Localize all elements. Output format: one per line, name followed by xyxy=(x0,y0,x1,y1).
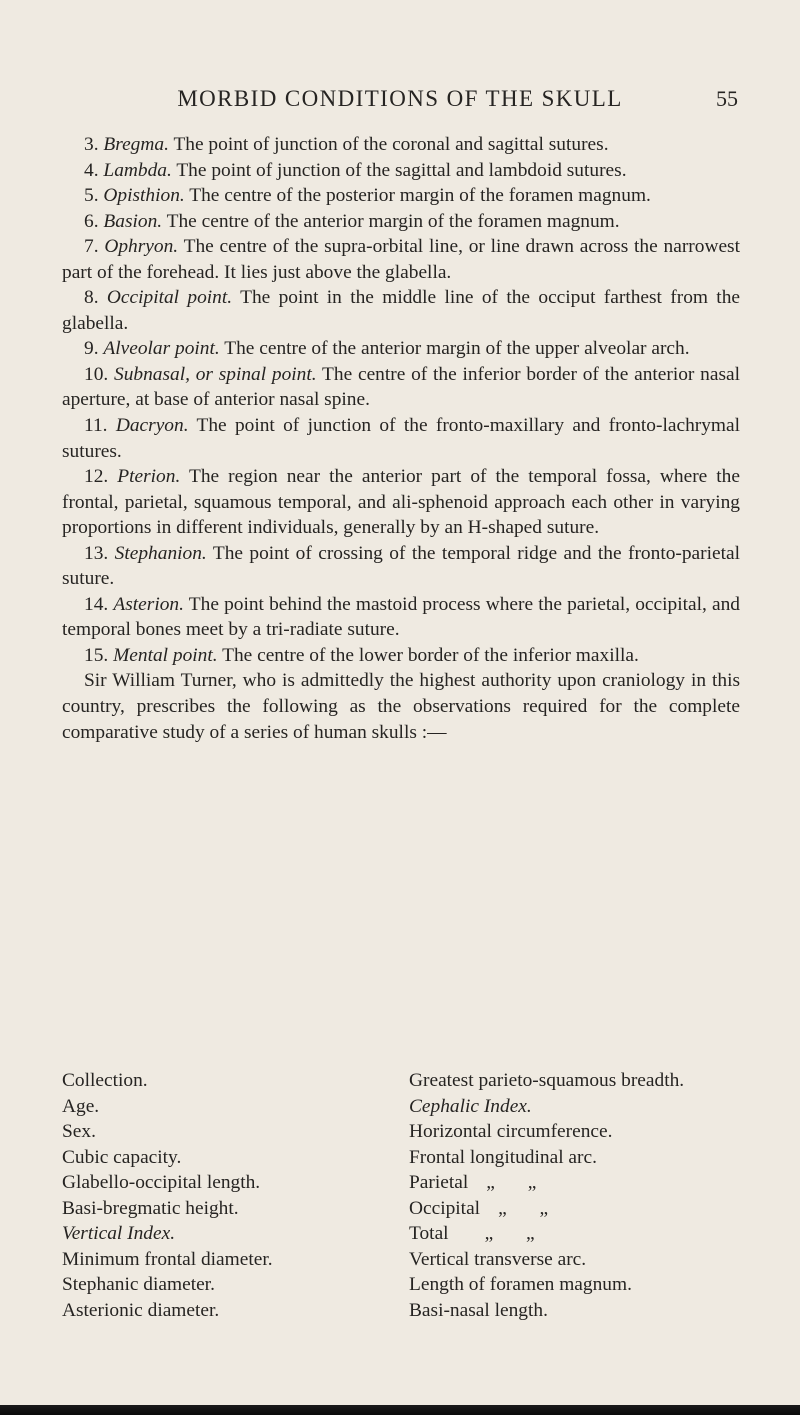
definition-term: Dacryon. xyxy=(115,415,189,437)
definition-number: 13. xyxy=(84,542,109,564)
definition-item xyxy=(62,209,740,235)
definition-text: The centre of the anterior margin of the foramen magnum. xyxy=(166,210,620,232)
definition-number: 15. xyxy=(84,644,109,666)
definition-item xyxy=(62,183,740,209)
definition-item xyxy=(62,464,740,541)
intro-paragraph: Sir William Turner, who is admittedly the highest authority upon craniology in this country, prescribes the following as the observations required for the complete comparative study of a series of human skulls :— xyxy=(62,670,740,743)
definition-term: Occipital point. xyxy=(106,287,233,309)
ditto-marks: „ „ xyxy=(486,1172,551,1193)
definition-text: The point in the middle line of the occiput farthest from the glabella. xyxy=(62,287,740,334)
observation-label: Occipital xyxy=(409,1197,481,1219)
observation-item xyxy=(409,1196,749,1222)
observation-item: Basi-bregmatic height. xyxy=(62,1197,239,1219)
observation-item xyxy=(409,1221,749,1247)
definition-term: Stephanion. xyxy=(114,542,207,564)
definition-item xyxy=(62,158,740,184)
running-title: MORBID CONDITIONS OF THE SKULL xyxy=(177,86,623,111)
observation-item: Glabello-occipital length. xyxy=(62,1172,261,1193)
page-header xyxy=(60,86,740,116)
definition-number: 9. xyxy=(84,338,99,360)
bottom-edge-bar xyxy=(0,1405,800,1415)
observation-item: Horizontal circumference. xyxy=(409,1121,613,1142)
definition-number: 5. xyxy=(84,185,99,207)
definition-text: The centre of the inferior border of the anterior nasal aperture, at base of anterior nasal spine. xyxy=(62,363,740,411)
observation-item: Collection. xyxy=(62,1070,148,1091)
observation-item: Sex. xyxy=(62,1121,96,1142)
page-number: 55 xyxy=(716,86,738,111)
observation-label: Total xyxy=(409,1223,449,1244)
observation-item: Basi-nasal length. xyxy=(409,1299,548,1321)
definition-number: 4. xyxy=(84,159,99,181)
definition-text: The region near the anterior part of the temporal fossa, where the frontal, parietal, squamous temporal, and ali-sphenoid approach each other in varying proportions in different individuals, generally by an H-shaped suture. xyxy=(62,466,740,539)
definition-item xyxy=(62,285,740,336)
definition-text: The point of junction of the fronto-maxillary and fronto-lachrymal sutures. xyxy=(62,415,740,462)
definition-term: Bregma. xyxy=(103,134,169,155)
definition-item xyxy=(62,132,740,158)
definition-term: Pterion. xyxy=(117,466,181,488)
definition-term: Mental point. xyxy=(113,644,218,666)
observation-item: Vertical Index. xyxy=(62,1223,176,1244)
definition-number: 8. xyxy=(84,287,99,309)
definition-item xyxy=(62,643,740,669)
definition-term: Asterion. xyxy=(113,593,184,615)
definition-item xyxy=(62,592,740,643)
observation-item: Asterionic diameter. xyxy=(62,1299,220,1321)
observation-item: Minimum frontal diameter. xyxy=(62,1248,273,1270)
definition-item xyxy=(62,336,740,362)
definition-term: Opisthion. xyxy=(103,185,185,207)
definition-text: The centre of the anterior margin of the upper alveolar arch. xyxy=(224,338,690,360)
definition-term: Lambda. xyxy=(103,159,172,181)
observation-item: Length of foramen magnum. xyxy=(409,1274,632,1295)
definition-number: 7. xyxy=(84,236,99,258)
observations-left-column xyxy=(62,1068,382,1323)
observation-item: Frontal longitudinal arc. xyxy=(409,1146,597,1168)
observation-item: Vertical transverse arc. xyxy=(409,1248,587,1270)
definition-text: The point of junction of the coronal and sagittal sutures. xyxy=(173,134,609,155)
definition-item xyxy=(62,234,740,285)
observation-item: Age. xyxy=(62,1095,100,1117)
observation-item: Stephanic diameter. xyxy=(62,1274,215,1295)
definition-item xyxy=(62,541,740,592)
definition-term: Ophryon. xyxy=(104,236,179,258)
definition-text: The point behind the mastoid process where the parietal, occipital, and temporal bones meet by a tri-radiate suture. xyxy=(62,593,740,641)
definition-text: The centre of the lower border of the inferior maxilla. xyxy=(222,644,639,666)
definition-term: Alveolar point. xyxy=(103,338,220,360)
ditto-marks: „ „ xyxy=(484,1223,549,1244)
definition-term: Subnasal, or spinal point. xyxy=(114,363,317,385)
definition-number: 11. xyxy=(84,415,108,437)
observation-item xyxy=(409,1170,749,1196)
observation-item: Cephalic Index. xyxy=(409,1095,532,1117)
definition-number: 12. xyxy=(84,466,109,488)
observation-item: Greatest parieto-squamous breadth. xyxy=(409,1070,685,1091)
definition-number: 10. xyxy=(84,363,109,385)
definition-item xyxy=(62,362,740,413)
definitions-list xyxy=(62,132,740,745)
observation-item: Cubic capacity. xyxy=(62,1146,182,1168)
definition-number: 14. xyxy=(84,593,109,615)
definition-number: 3. xyxy=(84,134,99,155)
definition-text: The centre of the supra-orbital line, or line drawn across the narrowest part of the forehead. It lies just above the glabella. xyxy=(62,236,740,283)
definition-item xyxy=(62,413,740,464)
observations-right-column xyxy=(409,1068,749,1323)
definition-text: The point of junction of the sagittal and lambdoid sutures. xyxy=(176,159,627,181)
definition-text: The centre of the posterior margin of the foramen magnum. xyxy=(189,185,651,207)
definition-term: Basion. xyxy=(103,210,163,232)
observation-label: Parietal xyxy=(409,1172,469,1193)
ditto-marks: „ „ xyxy=(498,1197,563,1219)
definition-text: The point of crossing of the temporal ridge and the fronto-parietal suture. xyxy=(62,542,740,590)
definition-number: 6. xyxy=(84,210,99,232)
